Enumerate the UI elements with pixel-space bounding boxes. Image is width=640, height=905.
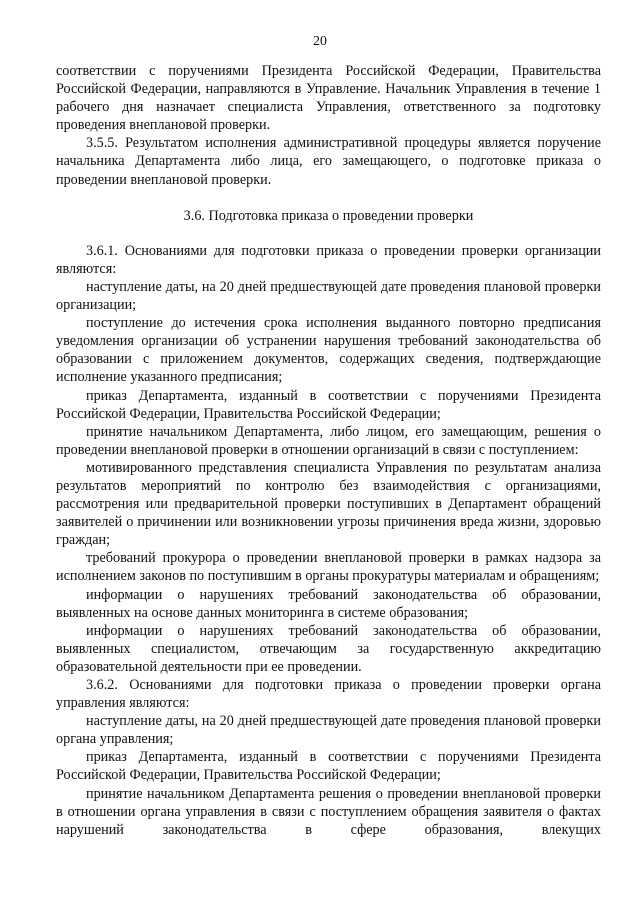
paragraph: мотивированного представления специалиста Управления по результатам анализа результатов мероприятий по контролю без взаимодействия с организациями, рассмотрения или предварительной проверки поступивших в Департамент обращений заявителей о причинении или возникновении угрозы причинения вреда жизни, здоровью граждан; xyxy=(56,459,601,549)
paragraph: 3.6.1. Основаниями для подготовки приказа о проведении проверки организации являются: xyxy=(56,242,601,277)
paragraph: наступление даты, на 20 дней предшествующей дате проведения плановой проверки органа управления; xyxy=(56,713,601,748)
paragraph: поступление до истечения срока исполнения выданного повторно предписания уведомления организации об устранении нарушения требований законодательства об образовании с приложением документов, содержащих сведения, подтверждающие исполнение указанного предписания; xyxy=(56,315,601,386)
paragraph: информации о нарушениях требований законодательства об образовании, выявленных специалистом, отвечающим за государственную аккредитацию образовательной деятельности при ее проведении. xyxy=(56,622,601,675)
document-body xyxy=(56,62,601,839)
page-number: 20 xyxy=(313,34,327,49)
paragraph: информации о нарушениях требований законодательства об образовании, выявленных на основе данных мониторинга в системе образования; xyxy=(56,586,601,621)
paragraph: принятие начальником Департамента решения о проведении внеплановой проверки в отношении органа управления в связи с поступлением обращения заявителя о фактах нарушений законодательства в сфере образования, влекущих xyxy=(56,785,601,838)
paragraph: требований прокурора о проведении внеплановой проверки в рамках надзора за исполнением законов по поступившим в органы прокуратуры материалам и обращениям; xyxy=(56,550,601,585)
paragraph: 3.5.5. Результатом исполнения административной процедуры является поручение начальника Департамента либо лица, его замещающего, о подготовке приказа о проведении внеплановой проверки. xyxy=(56,135,601,188)
paragraph: 3.6.2. Основаниями для подготовки приказа о проведении проверки органа управления являются: xyxy=(56,677,601,712)
paragraph: принятие начальником Департамента, либо лицом, его замещающим, решения о проведении внеплановой проверки в отношении организаций в связи с поступлением: xyxy=(56,423,601,458)
paragraph: приказ Департамента, изданный в соответствии с поручениями Президента Российской Федерации, Правительства Российской Федерации; xyxy=(56,387,601,422)
paragraph: приказ Департамента, изданный в соответствии с поручениями Президента Российской Федерации, Правительства Российской Федерации; xyxy=(56,749,601,784)
paragraph: соответствии с поручениями Президента Российской Федерации, Правительства Российской Федерации, направляются в Управление. Начальник Управления в течение 1 рабочего дня назначает специалиста Управления, ответственного за подготовку проведения внеплановой проверки. xyxy=(56,63,601,134)
section-heading: 3.6. Подготовка приказа о проведении проверки xyxy=(183,207,474,224)
paragraph: наступление даты, на 20 дней предшествующей дате проведения плановой проверки организации; xyxy=(56,278,601,314)
